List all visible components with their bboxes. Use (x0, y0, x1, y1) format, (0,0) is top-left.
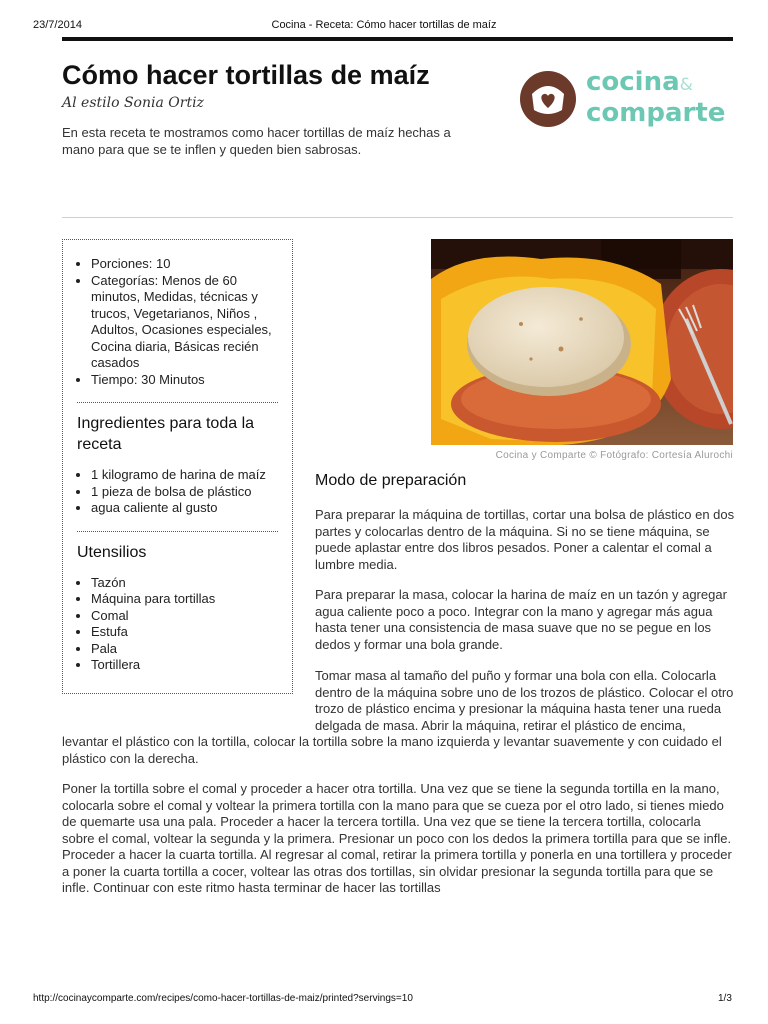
print-date: 23/7/2014 (33, 19, 82, 31)
method-paragraph: Para preparar la masa, colocar la harina de maíz en un tazón y agregar agua caliente poco a poco. Integrar con la mano y agregar más agua hasta tener una consistencia de masa suave que no se pegue en los dedos y formar una bola grande. (315, 587, 727, 652)
list-item: • agua caliente al gusto (91, 500, 278, 517)
method-heading: Modo de preparación (315, 472, 467, 489)
method-paragraph-continued: levantar el plástico con la tortilla, colocar la tortilla sobre la mano izquierda y levantar suavemente y con cuidado el plástico con la derecha. (62, 734, 722, 766)
ingredients-list (77, 467, 278, 517)
brand-word-comparte: comparte (586, 98, 726, 128)
ingredients-heading: Ingredientes para toda la receta (77, 415, 255, 453)
method-paragraph: Tomar masa al tamaño del puño y formar una bola con ella. Colocarla dentro de la máquina sobre uno de los trozos de plástico. Colocar el otro trozo de plástico encima y presionar la máquina hasta tener una rueda delgada de masa. Abrir la máquina, retirar el plástico de encima, (315, 668, 734, 733)
print-header-title: Cocina - Receta: Cómo hacer tortillas de maíz (271, 19, 497, 31)
brand-word-cocina: cocina (586, 67, 680, 97)
top-rule (62, 37, 733, 41)
recipe-subtitle: Al estilo Sonia Ortiz (62, 95, 204, 111)
heart-pot-icon (518, 68, 578, 128)
list-item: • Pala (91, 641, 278, 658)
recipe-info-list (77, 256, 278, 388)
page-number: 1/3 (718, 993, 732, 1004)
list-item: • Comal (91, 608, 278, 625)
list-item: • Porciones: 10 (91, 256, 278, 273)
utensils-list (77, 575, 278, 674)
list-item: • 1 pieza de bolsa de plástico (91, 484, 278, 501)
recipe-intro: En esta receta te mostramos como hacer tortillas de maíz hechas a mano para que se te inflen y queden bien sabrosas. (62, 125, 451, 157)
print-footer-url: http://cocinaycomparte.com/recipes/como-hacer-tortillas-de-maiz/printed?servings=10 (33, 993, 413, 1004)
list-item: • Estufa (91, 624, 278, 641)
list-item: • Tortillera (91, 657, 278, 674)
page-title: Cómo hacer tortillas de maíz (62, 60, 430, 90)
list-item: • Tiempo: 30 Minutos (91, 372, 278, 389)
method-paragraph: Para preparar la máquina de tortillas, cortar una bolsa de plástico en dos partes y colocarlas dentro de la máquina. Si no se tiene máquina, se puede aplastar entre dos libros pesados. Poner a calentar el comal a lumbre media. (315, 507, 735, 572)
photo-credit: Cocina y Comparte © Fotógrafo: Cortesía Alurochi (495, 450, 733, 461)
list-item: • Máquina para tortillas (91, 591, 278, 608)
recipe-sidebar (62, 239, 293, 694)
list-item: • Categorías: Menos de 60 minutos, Medidas, técnicas y trucos, Vegetarianos, Niños , Adultos, Ocasiones especiales, Cocina diaria, Básicas recién casados (91, 273, 278, 372)
utensils-heading: Utensilios (77, 543, 147, 561)
list-item: • Tazón (91, 575, 278, 592)
brand-ampersand: & (679, 75, 693, 95)
list-item: • 1 kilogramo de harina de maíz (91, 467, 278, 484)
method-paragraph: Poner la tortilla sobre el comal y proceder a hacer otra tortilla. Una vez que se tiene la segunda tortilla en la mano, colocarla sobre el comal y voltear la primera tortilla con la mano para que se cueza por el otro lado, si tienes miedo de quemarte usa una pala. Proceder a hacer la tercera tortilla. Una vez que se tiene la tercera tortilla, colocarla sobre el comal, voltear la segunda y la primera. Presionar un poco con los dedos la primera tortilla para que se infle. Proceder a hacer la cuarta tortilla. Al regresar al comal, retirar la primera tortilla y ponerla en una tortillera y proceder a poner la cuarta tortilla a cocer, voltear las otras dos tortillas, sin olvidar presionar la segunda tortilla para que se infle. Continuar con este ritmo hasta terminar de hacer las tortillas (62, 781, 732, 895)
recipe-photo (431, 239, 733, 445)
brand-wordmark (586, 68, 725, 127)
section-divider (62, 217, 733, 218)
